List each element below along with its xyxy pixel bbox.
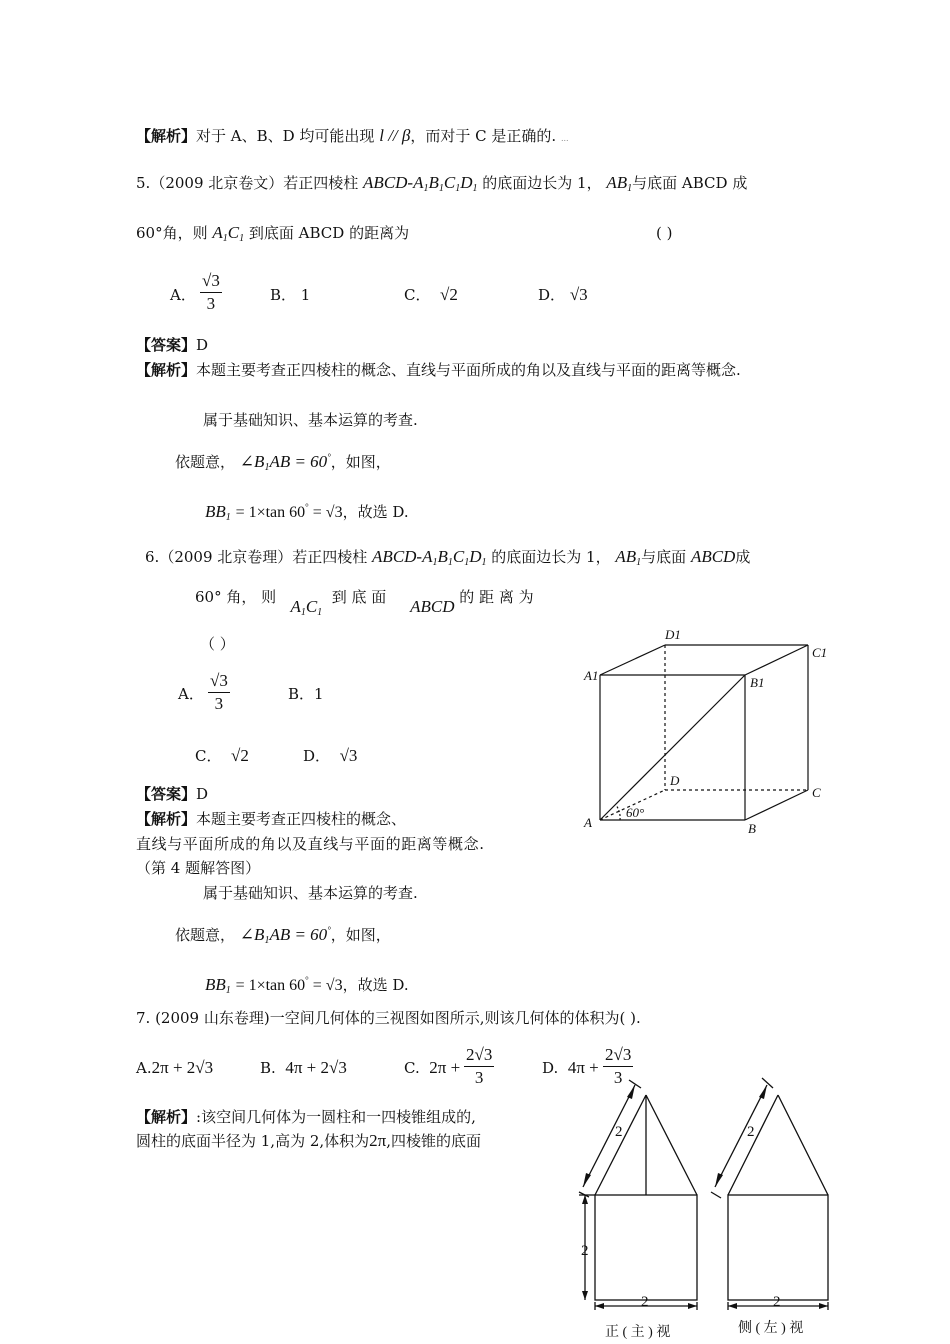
math-expr: l // β	[379, 126, 411, 145]
q6-stem-line2: 60° 角， 则 $A_1C_1$ 到 底 面 ABCD 的 距 离 为	[195, 588, 534, 618]
q5-answer: 【答案】D	[136, 336, 209, 354]
edge	[600, 645, 665, 675]
label-A: A	[584, 815, 592, 830]
label-A1: A1	[584, 668, 599, 683]
tick	[762, 1078, 773, 1088]
tick	[711, 1192, 721, 1198]
side-view-slant-right	[778, 1095, 828, 1195]
arrow-head	[583, 1173, 591, 1187]
q6-answer: 【答案】D	[136, 785, 209, 803]
q6-basic: 属于基础知识、基本运算的考查.	[203, 884, 418, 902]
three-view-figure	[575, 1080, 845, 1340]
q7-option-d: D. 4π +	[542, 1058, 599, 1077]
arrow-head	[819, 1303, 828, 1309]
arrow-head	[715, 1173, 723, 1187]
label-C: C	[812, 785, 821, 800]
arrow-head	[595, 1303, 604, 1309]
answer-tag: 【答案】	[136, 336, 197, 354]
cube-figure	[580, 625, 840, 845]
q5-calc: $BB_1 = 1\times\tan$ 60° = √3，故选 D.	[205, 502, 409, 523]
side-width-dim-label: 2	[773, 1294, 781, 1310]
arrow-head	[759, 1085, 767, 1099]
q7-stem: 7. (2009 山东卷理)一空间几何体的三视图如图所示,则该几何体的体积为( ).	[136, 1009, 641, 1027]
q5-given: 依题意， $\angle B_1AB = 60^\circ$，如图，	[175, 452, 391, 473]
q6-option-a-frac: $\frac{√3}{3}$	[210, 671, 228, 713]
q7-option-d-frac: $\frac{2√3}{3}$	[605, 1045, 632, 1087]
prism-expr: ABCD-$A_1B_1C_1D_1$	[363, 173, 478, 194]
q7-option-b: B. 4π + 2√3	[260, 1058, 347, 1077]
side-slant-dimension-line	[715, 1085, 767, 1187]
side-view-slant-left	[728, 1095, 778, 1195]
arrow-head	[728, 1303, 737, 1309]
front-width-dim-label: 2	[641, 1294, 649, 1310]
diagonal	[600, 675, 745, 820]
q5-option-c: C． √2	[404, 285, 458, 304]
q6-analysis-1: 【解析】本题主要考查正四棱柱的概念、	[136, 810, 407, 828]
q6-option-b: B．1	[288, 685, 324, 703]
side-view-rect	[728, 1195, 828, 1300]
q6-paren: （ ）	[200, 635, 235, 653]
side-slant-dim-label: 2	[747, 1124, 755, 1140]
q5-option-b: B． 1	[270, 286, 311, 304]
tick	[629, 1080, 641, 1088]
angle-label: 60°	[626, 805, 645, 820]
front-view-slant-right	[646, 1095, 697, 1195]
arrow-head	[582, 1291, 588, 1300]
label-D: D	[670, 773, 680, 788]
q6-given: 依题意， $\angle B_1AB = 60^\circ$，如图，	[175, 925, 391, 946]
analysis-tag: 【解析】	[136, 127, 197, 145]
q6-option-a: A．	[178, 685, 204, 703]
q5-option-d: D． √3	[538, 285, 588, 304]
q5-basic: 属于基础知识、基本运算的考查.	[203, 411, 418, 429]
front-view-slant-left	[595, 1095, 646, 1195]
q5-stem-line2: 60°角，则 $A_1C_1$ 到底面 ABCD 的距离为	[136, 223, 410, 244]
q7-option-a: A.2π + 2√3	[136, 1058, 214, 1077]
q5-paren: ( )	[656, 224, 673, 242]
q5-analysis: 【解析】本题主要考查正四棱柱的概念、直线与平面所成的角以及直线与平面的距离等概念.	[136, 361, 741, 379]
q6-calc: $BB_1 = 1\times\tan$ 60° = √3，故选 D.	[205, 975, 409, 996]
label-D1: D1	[665, 627, 681, 642]
edge	[745, 645, 808, 675]
q6-stem-line1: 6.（2009 北京卷理）若正四棱柱 ABCD-$A_1B_1C_1D_1$ 的底面边长为 1， $AB_1$与底面 ABCD成	[145, 547, 751, 568]
q6-analysis-2: 直线与平面所成的角以及直线与平面的距离等概念.	[136, 835, 485, 853]
arrow-head	[627, 1085, 635, 1099]
front-view-label: 正 ( 主 ) 视	[605, 1325, 671, 1340]
q7-analysis-1: 【解析】:该空间几何体为一圆柱和一四棱锥组成的,	[136, 1108, 476, 1126]
q7-analysis-2: 圆柱的底面半径为 1,高为 2,体积为2π,四棱锥的底面	[136, 1131, 482, 1150]
q6-option-c: C． √2	[195, 746, 249, 765]
analysis-tag: 【解析】	[136, 361, 197, 379]
label-B1: B1	[750, 675, 765, 690]
side-view-label: 侧 ( 左 ) 视	[738, 1321, 804, 1336]
q5-option-a-frac: $\frac{√3}{3}$	[202, 271, 220, 313]
arrow-head	[688, 1303, 697, 1309]
q5-stem-line1: 5.（2009 北京卷文）若正四棱柱 ABCD-$A_1B_1C_1D_1$ 的底面边长为 1， $AB_1$与底面 ABCD 成	[136, 173, 748, 194]
q5-option-a: A．	[170, 286, 196, 304]
label-B: B	[748, 821, 756, 836]
q6-option-d: D． √3	[303, 746, 358, 765]
label-C1: C1	[812, 645, 828, 660]
prev-analysis-line: 【解析】对于 A、B、D 均可能出现 l // β，而对于 C 是正确的. ...	[136, 126, 569, 145]
slant-dimension-line	[583, 1085, 635, 1187]
front-slant-dim-label: 2	[615, 1124, 623, 1140]
edge	[745, 790, 808, 820]
q6-fig-caption: （第 4 题解答图）	[136, 859, 261, 877]
front-view-rect	[595, 1195, 697, 1300]
front-height-dim-label: 2	[581, 1243, 589, 1259]
q7-option-c: C. 2π +	[404, 1058, 461, 1077]
q7-option-c-frac: $\frac{2√3}{3}$	[466, 1045, 493, 1087]
